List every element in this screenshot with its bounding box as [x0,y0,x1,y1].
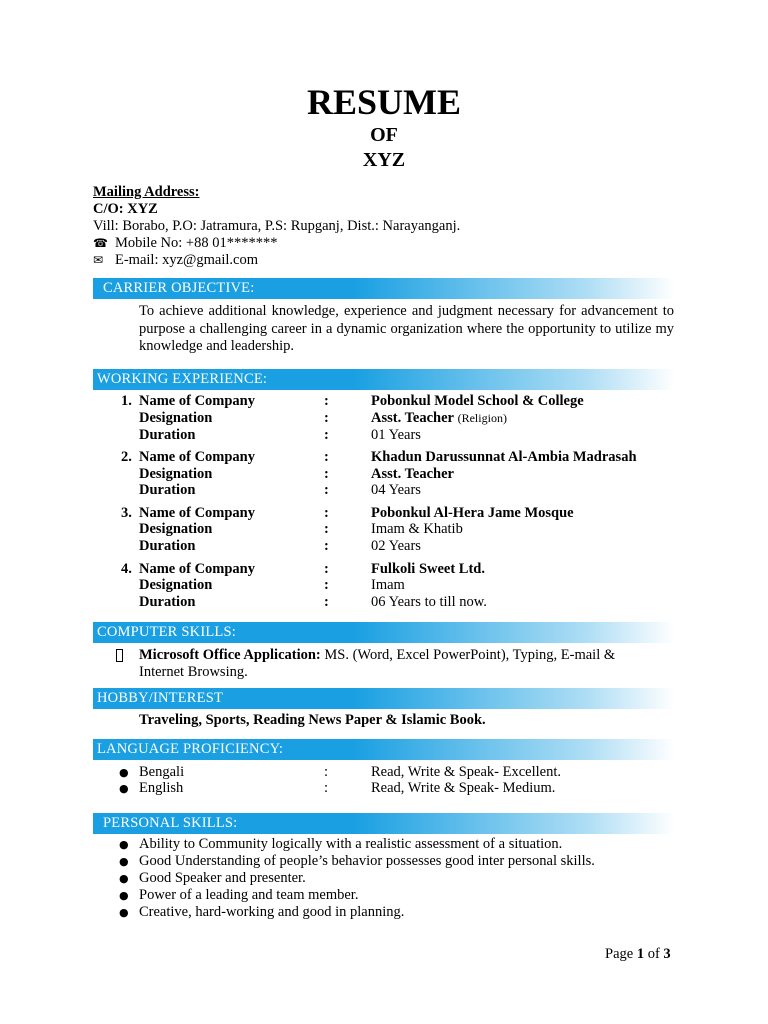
mailing-phone-row [93,235,460,252]
exp-company-label: Name of Company [139,561,255,577]
mailing-address-line: Vill: Borabo, P.O: Jatramura, P.S: Rupganj, Dist.: Narayanganj. [93,218,461,234]
exp-colon: : [324,410,329,426]
bullet-icon: ● [119,855,129,868]
exp-company: Khadun Darussunnat Al-Ambia Madrasah [371,449,637,465]
exp-company: Fulkoli Sweet Ltd. [371,561,485,577]
exp-num: 2. [121,449,132,465]
exp-company: Pobonkul Model School & College [371,393,584,409]
bullet-icon: ● [119,889,129,902]
computer-skill-label: Microsoft Office Application: [139,647,321,663]
resume-title: RESUME [306,82,462,122]
exp-company: Pobonkul Al-Hera Jame Mosque [371,505,574,521]
personal-skill-text: Creative, hard-working and good in planning. [139,904,405,920]
resume-of: OF [370,124,398,146]
language-name: English [139,780,184,796]
computer-skill-text [139,647,659,681]
personal-skill-text: Ability to Community logically with a realistic assessment of a situation. [139,836,563,852]
exp-duration: 04 Years [371,482,421,498]
language-colon: : [324,780,329,796]
exp-designation-label: Designation [139,466,213,482]
objective-text: To achieve additional knowledge, experience and judgment necessary for advancement to purpose a challenging career in a dynamic organization where the opportunity to utilize my knowledge and leadership. [139,303,674,354]
mailing-co: C/O: XYZ [93,201,158,217]
exp-colon: : [324,505,329,521]
mailing-phone: Mobile No: +88 01******* [115,235,278,251]
language-name: Bengali [139,764,185,780]
section-language: LANGUAGE PROFICIENCY: [93,739,675,760]
exp-colon: : [324,538,329,554]
exp-designation-note: (Religion) [457,411,507,425]
exp-colon: : [324,393,329,409]
personal-skill-text: Good Speaker and presenter. [139,870,306,886]
exp-colon: : [324,521,329,537]
exp-designation-label: Designation [139,410,213,426]
exp-duration-label: Duration [139,482,196,498]
mailing-email-row [93,252,460,269]
envelope-icon: ✉ [93,253,104,267]
section-personal: PERSONAL SKILLS: [93,813,675,834]
bullet-icon: ● [119,782,129,795]
exp-duration: 06 Years to till now. [371,594,487,610]
checkbox-bullet-icon [116,649,123,662]
section-computer: COMPUTER SKILLS: [93,622,675,643]
exp-designation: Imam & Khatib [371,521,463,537]
exp-duration: 01 Years [371,427,421,443]
exp-num: 1. [121,393,132,409]
exp-company-label: Name of Company [139,449,255,465]
page-number: Page 1 of 3 [605,946,671,962]
mailing-address [93,184,460,269]
exp-num: 4. [121,561,132,577]
exp-designation-row [371,410,507,427]
exp-designation-label: Designation [139,577,213,593]
bullet-icon: ● [119,872,129,885]
language-level: Read, Write & Speak- Medium. [371,780,556,796]
section-experience: WORKING EXPERIENCE: [93,369,675,390]
bullet-icon: ● [119,906,129,919]
section-hobby: HOBBY/INTEREST [93,688,675,709]
exp-colon: : [324,427,329,443]
exp-designation-label: Designation [139,521,213,537]
exp-duration-label: Duration [139,538,196,554]
exp-colon: : [324,561,329,577]
exp-colon: : [324,577,329,593]
phone-icon: ☎ [93,236,108,250]
exp-designation: Imam [371,577,405,593]
exp-duration-label: Duration [139,594,196,610]
exp-company-label: Name of Company [139,505,255,521]
hobby-text: Traveling, Sports, Reading News Paper & Islamic Book. [139,712,486,728]
exp-company-label: Name of Company [139,393,255,409]
exp-colon: : [324,594,329,610]
exp-designation: Asst. Teacher [371,410,454,426]
bullet-icon: ● [119,838,129,851]
section-objective: CARRIER OBJECTIVE: [93,278,675,299]
resume-name: XYZ [362,149,406,171]
exp-designation: Asst. Teacher [371,466,454,482]
exp-colon: : [324,449,329,465]
bullet-icon: ● [119,766,129,779]
language-colon: : [324,764,329,780]
language-level: Read, Write & Speak- Excellent. [371,764,562,780]
mailing-label: Mailing Address: [93,184,200,200]
exp-duration: 02 Years [371,538,421,554]
personal-skill-text: Power of a leading and team member. [139,887,359,903]
mailing-email: E-mail: xyz@gmail.com [115,252,259,268]
exp-colon: : [324,482,329,498]
computer-skill-desc: MS. (Word, Excel PowerPoint), Typing, E-mail & Internet Browsing. [139,647,616,680]
exp-num: 3. [121,505,132,521]
exp-duration-label: Duration [139,427,196,443]
exp-colon: : [324,466,329,482]
personal-skill-text: Good Understanding of people’s behavior possesses good inter personal skills. [139,853,595,869]
